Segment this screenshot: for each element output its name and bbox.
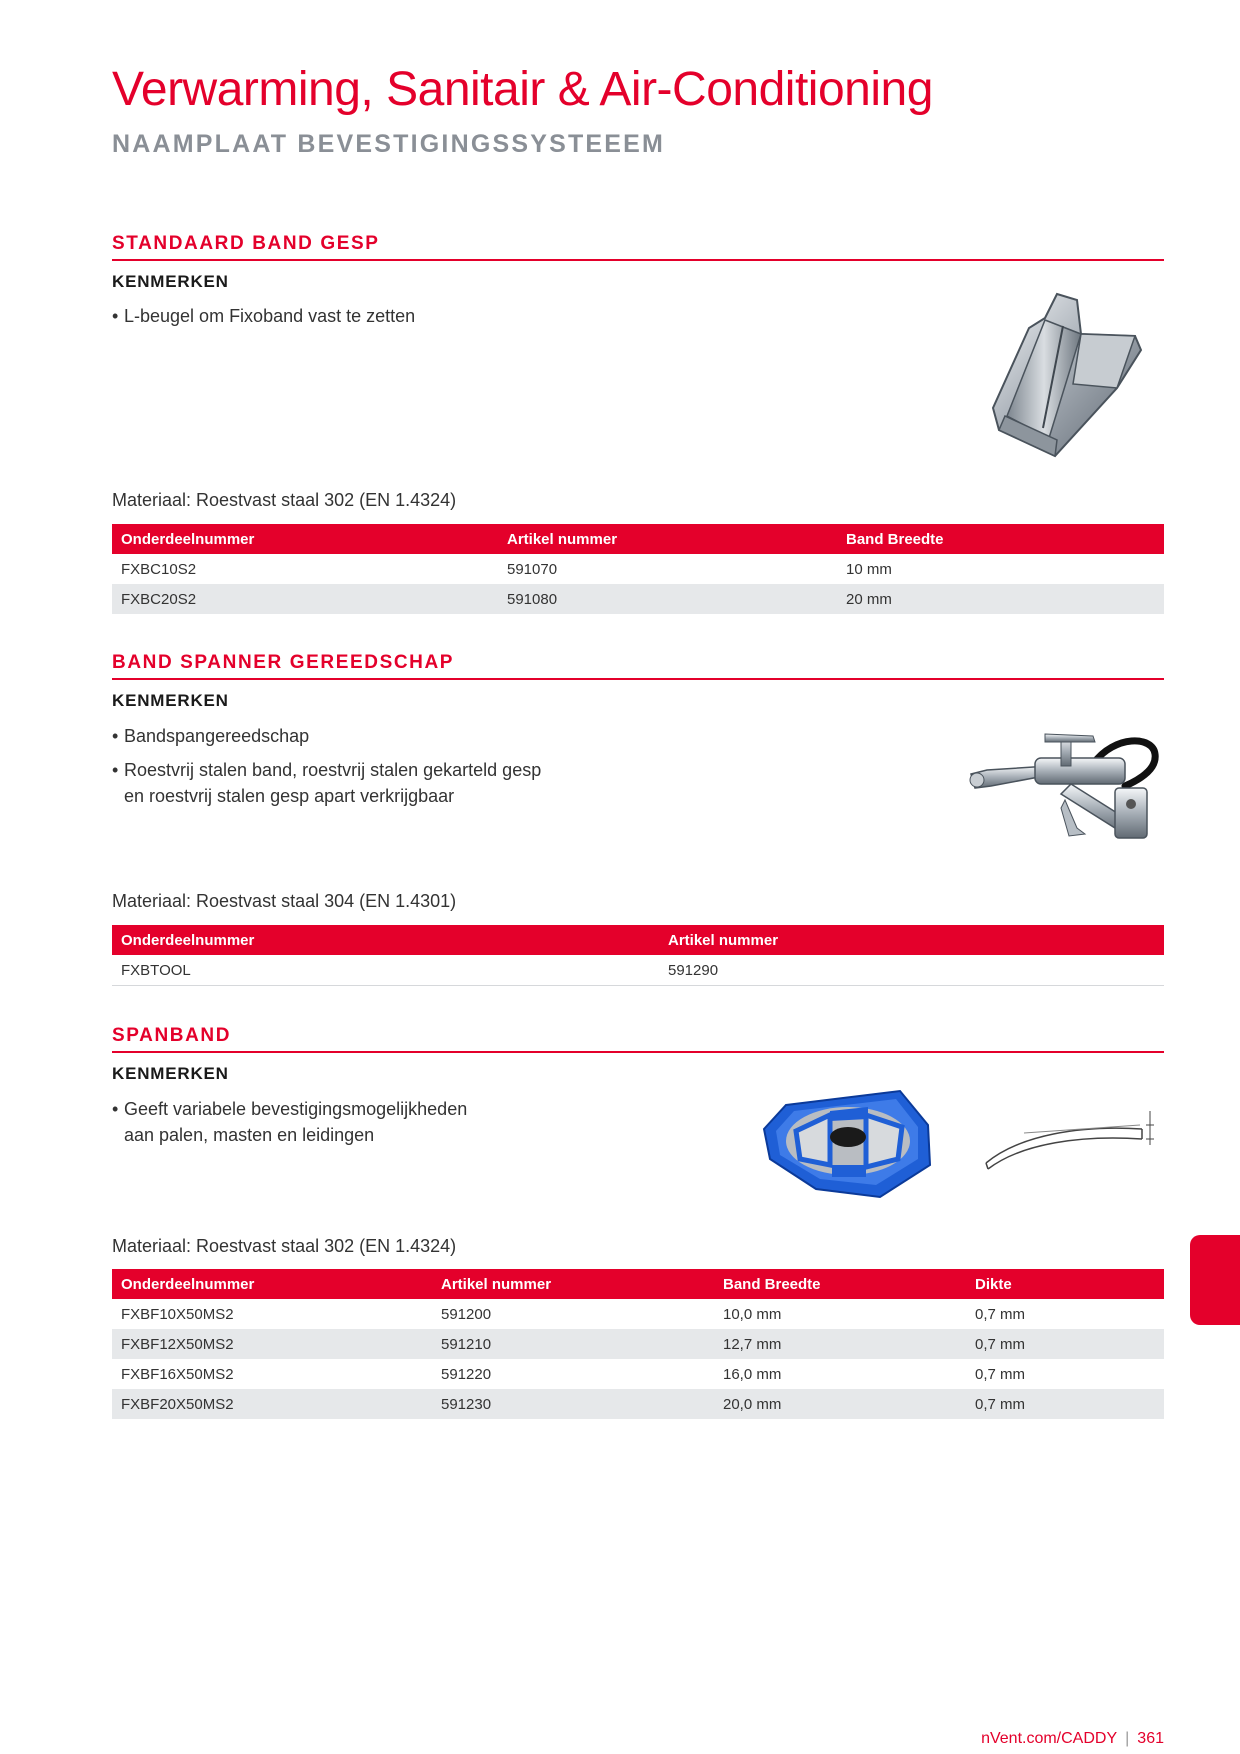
- section-title-band: SPANBAND: [112, 1025, 232, 1046]
- column-header: Onderdeelnummer: [112, 524, 498, 554]
- cell-thickness: 0,7 mm: [966, 1329, 1164, 1359]
- cell-part-number: FXBF10X50MS2: [121, 1305, 234, 1323]
- table-row: [112, 584, 1164, 614]
- cell-band-width: 10,0 mm: [723, 1305, 782, 1323]
- column-header: Band Breedte: [714, 1269, 966, 1299]
- material-text: Materiaal: Roestvast staal 302 (EN 1.4324): [112, 490, 457, 510]
- cell-article-number: 591230: [432, 1389, 714, 1419]
- cell-band-width: 12,7 mm: [714, 1329, 966, 1359]
- table-header-row: [112, 925, 1164, 955]
- feature-line: en roestvrij stalen gesp apart verkrijgbaar: [124, 786, 455, 806]
- section-title-tool: BAND SPANNER GEREEDSCHAP: [112, 652, 455, 673]
- cell-thickness: 0,7 mm: [975, 1305, 1026, 1323]
- page-title: Verwarming, Sanitair & Air-Conditioning: [112, 63, 933, 116]
- band-profile-drawing: [980, 1105, 1155, 1175]
- footer: [981, 1730, 1164, 1748]
- cell-part-number: FXBC10S2: [121, 560, 197, 578]
- section-title-buckle: STANDAARD BAND GESP: [112, 233, 380, 254]
- table-row: [112, 955, 1164, 986]
- page-number: 361: [1137, 1730, 1164, 1747]
- table-row: [112, 554, 1164, 584]
- column-header: Onderdeelnummer: [112, 1269, 432, 1299]
- material-text: Materiaal: Roestvast staal 304 (EN 1.4301): [112, 891, 457, 911]
- table-header-row: [112, 1269, 1164, 1299]
- spec-table-tool: [112, 925, 1164, 986]
- table-row: [112, 1299, 1164, 1329]
- features-heading: KENMERKEN: [112, 1064, 229, 1083]
- cell-band-width: 10 mm: [846, 560, 892, 578]
- feature-line: • L-beugel om Fixoband vast te zetten: [124, 306, 416, 326]
- cell-article-number: 591210: [432, 1329, 714, 1359]
- tensioning-tool-image: [965, 728, 1165, 848]
- cell-part-number: FXBF16X50MS2: [121, 1365, 234, 1383]
- table-row: [112, 1359, 1164, 1389]
- column-header: Dikte: [966, 1269, 1164, 1299]
- cell-thickness: 0,7 mm: [975, 1365, 1026, 1383]
- table-row: [112, 1329, 1164, 1359]
- footer-link[interactable]: nVent.com/CADDY: [981, 1730, 1118, 1747]
- table-header-row: [112, 524, 1164, 554]
- cell-thickness: 0,7 mm: [966, 1389, 1164, 1419]
- features-heading: KENMERKEN: [112, 272, 229, 291]
- cell-article-number: 591080: [498, 584, 837, 614]
- column-header: Artikel nummer: [498, 524, 837, 554]
- cell-band-width: 20,0 mm: [714, 1389, 966, 1419]
- page-subtitle: NAAMPLAAT BEVESTIGINGSSYSTEEEM: [112, 130, 666, 158]
- footer-separator: |: [1125, 1730, 1130, 1747]
- cell-part-number: FXBF20X50MS2: [112, 1389, 432, 1419]
- feature-line: • Geeft variabele bevestigingsmogelijkheden: [124, 1099, 468, 1119]
- feature-line: • Roestvrij stalen band, roestvrij stalen gekarteld gesp: [124, 760, 542, 780]
- features-heading: KENMERKEN: [112, 691, 229, 710]
- feature-item: [112, 303, 415, 329]
- cell-part-number: FXBF12X50MS2: [112, 1329, 432, 1359]
- band-reel-image: [760, 1085, 935, 1200]
- cell-part-number: FXBTOOL: [112, 955, 659, 986]
- section-rule: [112, 259, 1164, 261]
- table-row: [112, 1389, 1164, 1419]
- cell-article-number: 591200: [441, 1305, 492, 1323]
- buckle-image: [985, 288, 1145, 463]
- section-rule: [112, 678, 1164, 680]
- feature-item: [112, 723, 309, 749]
- cell-article-number: 591070: [507, 560, 558, 578]
- feature-item: [112, 757, 541, 809]
- spec-table-buckle: [112, 524, 1164, 614]
- column-header: Artikel nummer: [659, 925, 1164, 955]
- feature-line: aan palen, masten en leidingen: [124, 1125, 375, 1145]
- cell-band-width: 16,0 mm: [723, 1365, 782, 1383]
- cell-article-number: 591220: [441, 1365, 492, 1383]
- section-rule: [112, 1051, 1164, 1053]
- cell-band-width: 20 mm: [837, 584, 1164, 614]
- material-text: Materiaal: Roestvast staal 302 (EN 1.4324): [112, 1236, 457, 1256]
- column-header: Onderdeelnummer: [112, 925, 659, 955]
- cell-article-number: 591290: [659, 955, 1164, 986]
- chapter-tab: [1190, 1235, 1240, 1325]
- spec-table-band: [112, 1269, 1164, 1419]
- feature-line: • Bandspangereedschap: [124, 726, 310, 746]
- column-header: Band Breedte: [837, 524, 1164, 554]
- feature-item: [112, 1096, 467, 1148]
- cell-part-number: FXBC20S2: [112, 584, 498, 614]
- column-header: Artikel nummer: [432, 1269, 714, 1299]
